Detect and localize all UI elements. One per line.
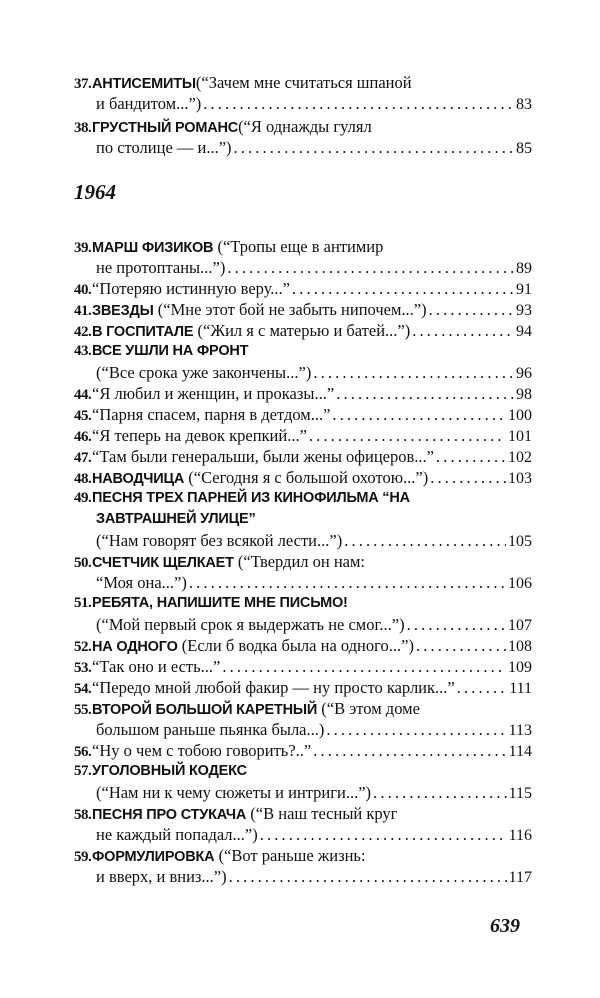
entry-line-cont: большом раньше пьянка была...) [96,720,325,739]
toc-entry-43[interactable] [74,341,532,383]
entry-page: 102 [508,449,532,466]
entry-line-cont: не каждый попадал...”) [96,825,258,844]
dot-leader [234,137,514,158]
entry-title: АНТИСЕМИТЫ [92,76,196,92]
entry-page: 107 [508,617,532,634]
entry-page: 109 [508,659,532,676]
dot-leader [336,383,514,404]
entry-line: “Там были генеральши, были жены офицеров...” [92,447,434,466]
toc-entry-58[interactable] [74,803,532,845]
entry-page: 96 [516,365,532,382]
dot-leader [430,467,506,488]
entry-page: 106 [508,575,532,592]
toc-entry-50[interactable] [74,551,532,593]
entry-page: 85 [516,140,532,157]
entry-line: “Парня спасем, парня в детдом...” [92,405,331,424]
entry-page: 98 [516,386,532,403]
entry-page: 94 [516,323,532,340]
entry-number: 53. [74,660,92,676]
entry-line: “Потеряю истинную веру...” [92,279,290,298]
dot-leader [407,614,506,635]
toc-section-1964 [74,236,532,887]
entry-number: 46. [74,429,92,445]
entry-number: 40. [74,282,92,298]
entry-line: ПЕСНЯ ПРО СТУКАЧА (“В наш тесный круг [92,804,398,823]
toc-entry-51[interactable] [74,593,532,635]
entry-number: 44. [74,387,92,403]
entry-number: 55. [74,702,92,718]
entry-first-line-cont: и бандитом...”) [96,94,202,113]
entry-line-cont: и вверх, и вниз...”) [96,867,227,886]
entry-page: 105 [508,533,532,550]
entry-number: 41. [74,303,92,319]
dot-leader [227,257,514,278]
toc-entry-39[interactable] [74,236,532,278]
toc-entry-57[interactable] [74,761,532,803]
toc-entry-55[interactable] [74,698,532,740]
entry-number: 45. [74,408,92,424]
entry-number: 38. [74,120,92,136]
entry-line-cont: (“Нам ни к чему сюжеты и интриги...”) [96,783,372,802]
entry-page: 108 [508,638,532,655]
entry-number: 47. [74,450,92,466]
entry-number: 48. [74,471,92,487]
page-number: 639 [490,915,520,937]
entry-line: “Ну о чем с тобою говорить?..” [92,741,312,760]
entry-page: 93 [516,302,532,319]
entry-page: 83 [516,96,532,113]
dot-leader [332,404,506,425]
entry-number: 54. [74,681,92,697]
entry-line: “Я любил и женщин, и проказы...” [92,384,335,403]
entry-line: МАРШ ФИЗИКОВ (“Тропы еще в антимир [92,237,384,256]
toc-entry-52[interactable] [74,635,532,656]
entry-line: ФОРМУЛИРОВКА (“Вот раньше жизнь: [92,846,366,865]
entry-number: 51. [74,595,92,611]
entry-line: РЕБЯТА, НАПИШИТЕ МНЕ ПИСЬМО! [92,595,348,611]
dot-leader [412,320,514,341]
toc-entry-53[interactable] [74,656,532,677]
dot-leader [429,299,514,320]
toc-entry-42[interactable] [74,320,532,341]
toc-entry-41[interactable] [74,299,532,320]
entry-line-cont: (“Все срока уже закончены...”) [96,363,312,382]
toc-entry-46[interactable] [74,425,532,446]
entry-first-line: (“Я однажды гулял [238,117,372,136]
toc-entry-45[interactable] [74,404,532,425]
toc-entry-49[interactable] [74,488,532,551]
toc-entry-54[interactable] [74,677,532,698]
entry-page: 114 [508,743,532,760]
entry-line: ПЕСНЯ ТРЕХ ПАРНЕЙ ИЗ КИНОФИЛЬМА “НА [92,490,410,506]
entry-number: 58. [74,807,92,823]
entry-page: 103 [508,470,532,487]
dot-leader [457,677,507,698]
year-heading: 1964 [74,180,116,204]
entry-line: УГОЛОВНЫЙ КОДЕКС [92,763,247,779]
entry-line: “Я теперь на девок крепкий...” [92,426,307,445]
dot-leader [344,530,506,551]
entry-page: 89 [516,260,532,277]
entry-line: “Передо мной любой факир — ну просто карлик...” [92,678,455,697]
entry-page: 100 [508,407,532,424]
dot-leader [313,740,506,761]
entry-number: 57. [74,763,92,779]
entry-page: 101 [508,428,532,445]
dot-leader [313,362,514,383]
entry-line-cont: “Моя она...”) [96,573,187,592]
toc-entry-47[interactable] [74,446,532,467]
toc-entry-38[interactable] [74,116,532,158]
entry-number: 37. [74,76,92,92]
entry-page: 116 [508,827,532,844]
entry-line: ВТОРОЙ БОЛЬШОЙ КАРЕТНЫЙ (“В этом доме [92,699,420,718]
entry-number: 56. [74,744,92,760]
entry-title: ГРУСТНЫЙ РОМАНС [92,120,239,136]
entry-line: НА ОДНОГО (Если б водка была на одного...”) [92,636,414,655]
entry-number: 59. [74,849,92,865]
entry-line-cont: (“Мой первый срок я выдержать не смог...”) [96,615,405,634]
dot-leader [309,425,506,446]
entry-line: ЗВЕЗДЫ (“Мне этот бой не забыть нипочем...”) [92,300,427,319]
entry-line-cont: (“Нам говорят без всякой лести...”) [96,531,343,550]
dot-leader [416,635,506,656]
entry-page: 115 [508,785,532,802]
dot-leader [189,572,506,593]
entry-number: 42. [74,324,92,340]
entry-line: СЧЕТЧИК ЩЕЛКАЕТ (“Твердил он нам: [92,552,366,571]
toc-section-pre-1964 [74,72,532,158]
toc-entry-56[interactable] [74,740,532,761]
entry-number: 39. [74,240,92,256]
toc-entry-48[interactable] [74,467,532,488]
dot-leader [373,782,507,803]
entry-number: 49. [74,490,92,506]
entry-line: “Так оно и есть...” [92,657,221,676]
dot-leader [203,93,514,114]
dot-leader [222,656,506,677]
entry-line-cont: ЗАВТРАШНЕЙ УЛИЦЕ” [96,511,256,527]
dot-leader [292,278,514,299]
entry-page: 91 [516,281,532,298]
dot-leader [229,866,507,887]
toc-entry-40[interactable] [74,278,532,299]
toc-entry-44[interactable] [74,383,532,404]
entry-page: 117 [508,869,532,886]
dot-leader [260,824,507,845]
entry-number: 52. [74,639,92,655]
entry-page: 111 [509,680,532,697]
dot-leader [436,446,506,467]
dot-leader [326,719,506,740]
entry-line: ВСЕ УШЛИ НА ФРОНТ [92,343,249,359]
toc-entry-37[interactable] [74,72,532,114]
entry-line: В ГОСПИТАЛЕ (“Жил я с матерью и батей...”) [92,321,411,340]
entry-line: НАВОДЧИЦА (“Сегодня я с большой охотою...”) [92,468,429,487]
entry-first-line: (“Зачем мне считаться шпаной [195,73,412,92]
entry-number: 43. [74,343,92,359]
toc-entry-59[interactable] [74,845,532,887]
entry-first-line-cont: по столице — и...”) [96,138,232,157]
entry-line-cont: не протоптаны...”) [96,258,226,277]
entry-page: 113 [508,722,532,739]
entry-number: 50. [74,555,92,571]
